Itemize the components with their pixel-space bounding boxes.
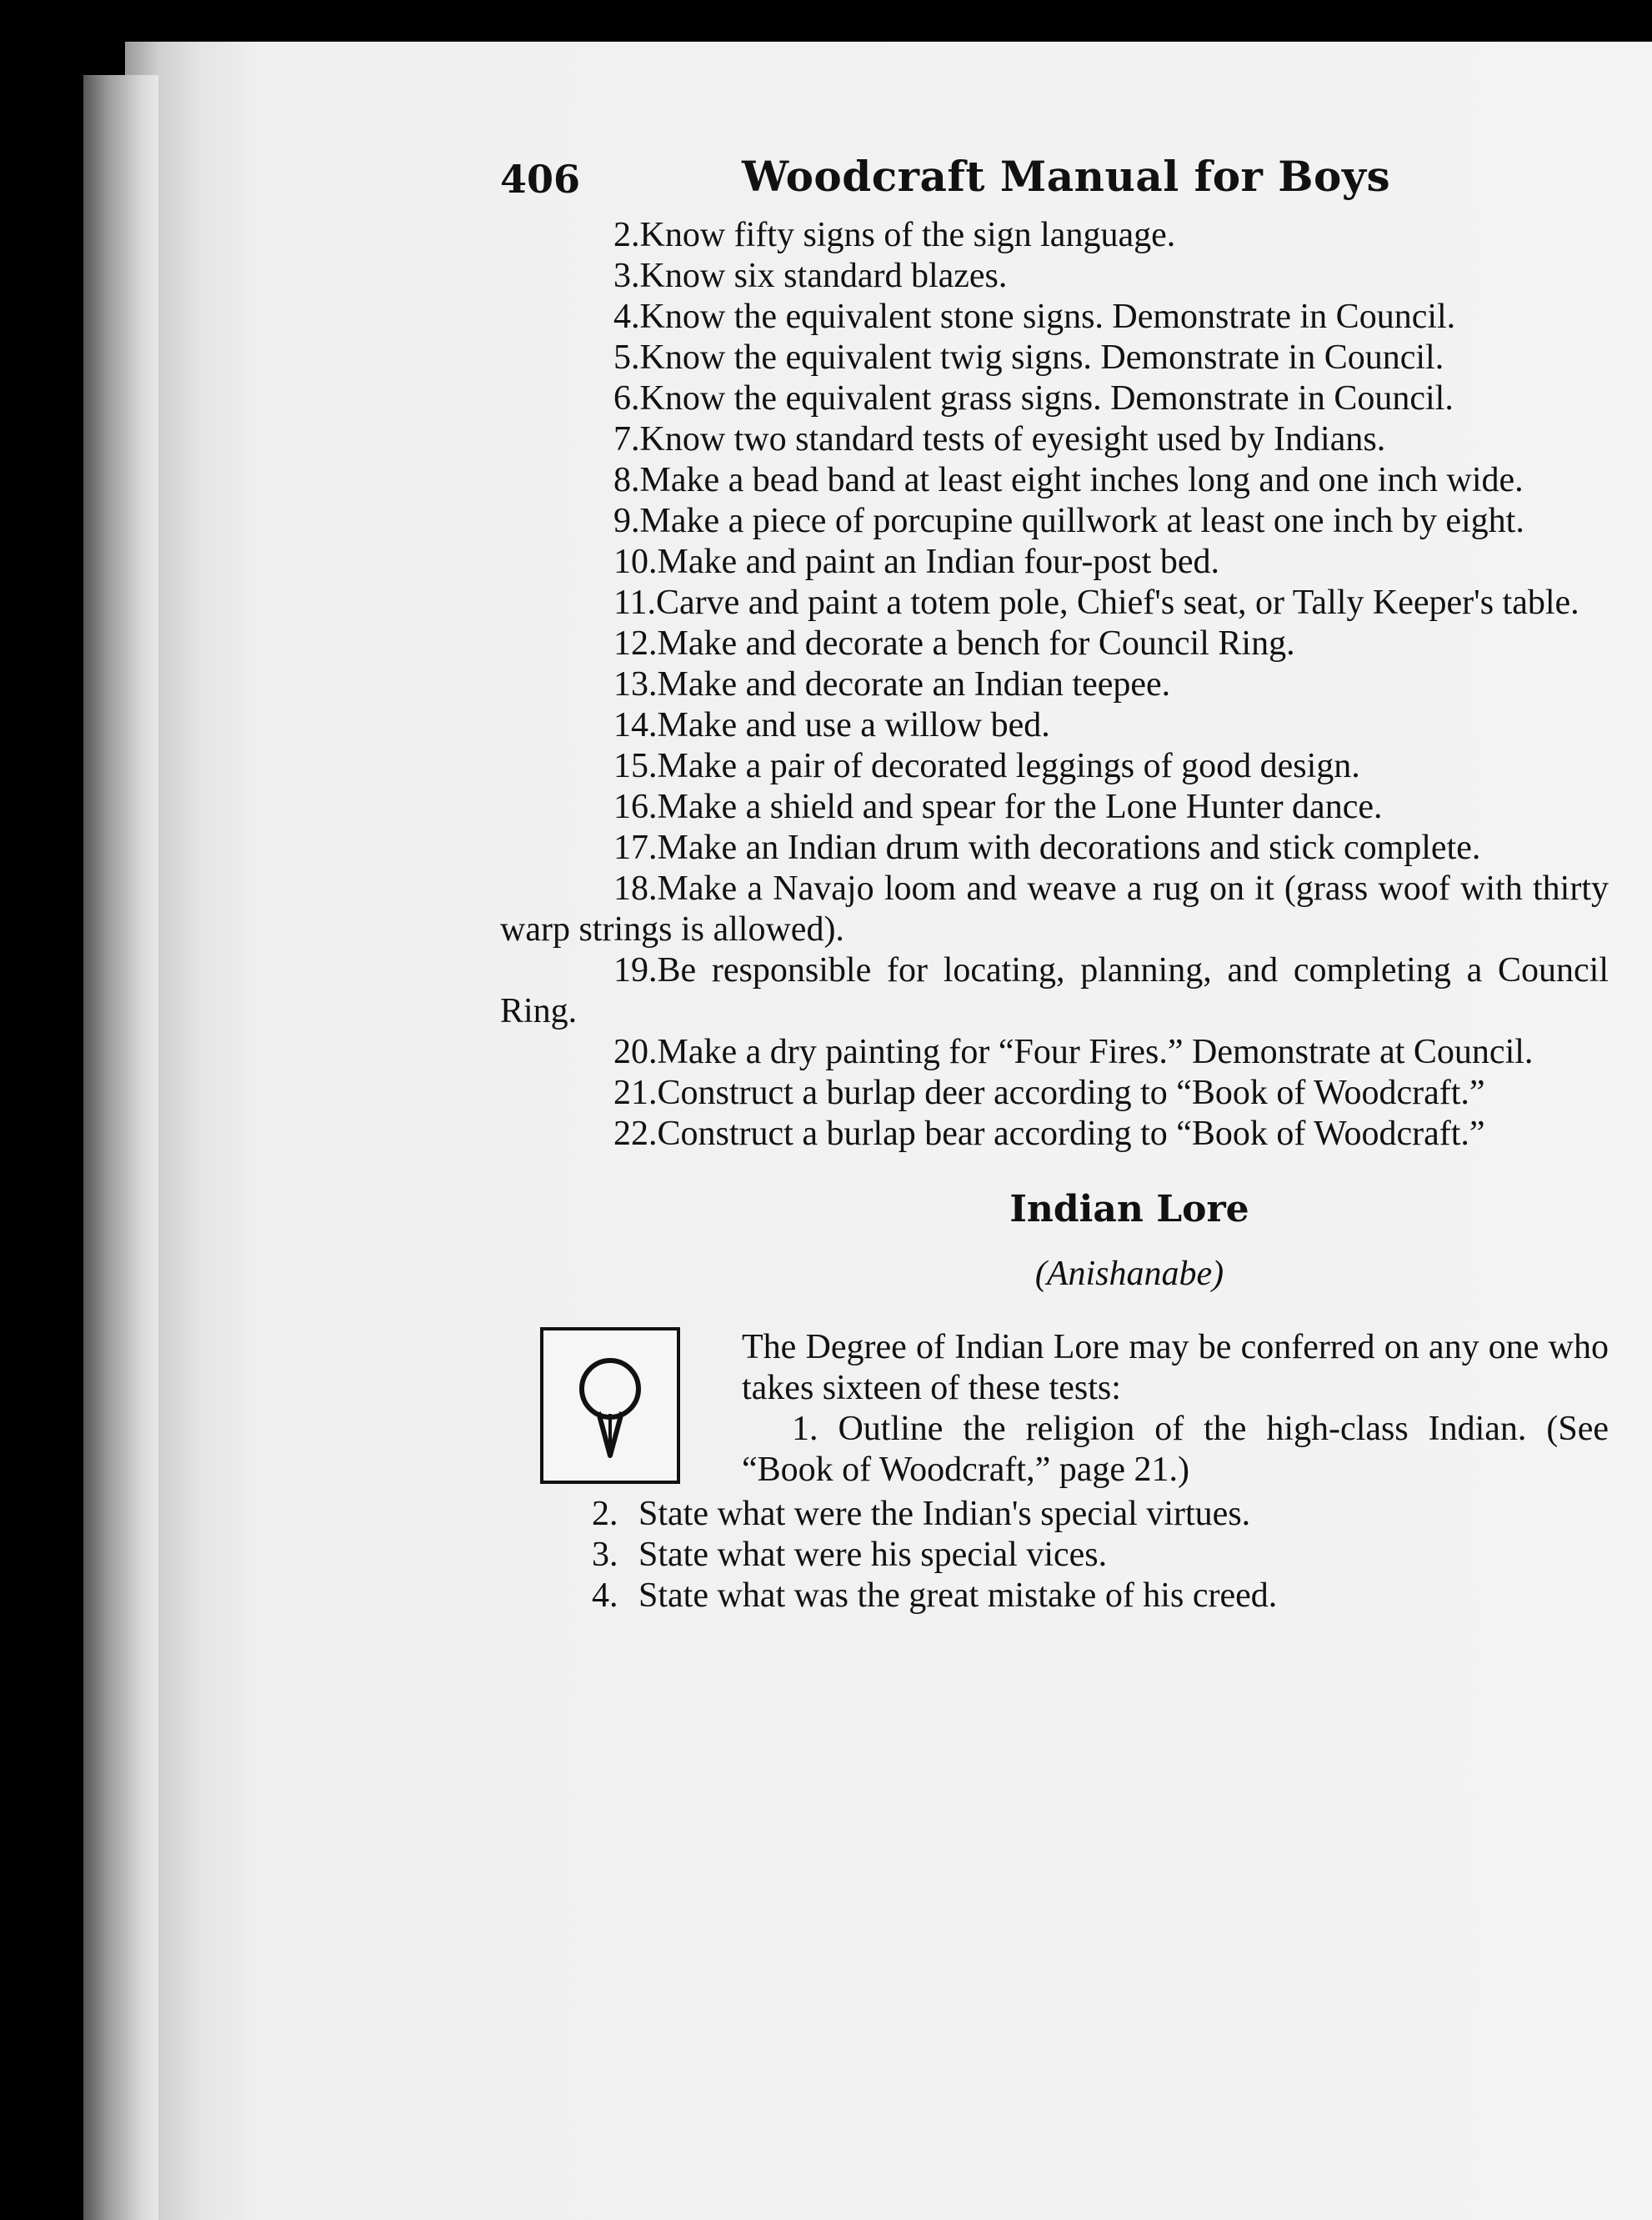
list-item: 3.Know six standard blazes. — [613, 257, 1008, 295]
book-spine — [83, 75, 158, 2220]
section-subtitle: (Anishanabe) — [1034, 1255, 1224, 1293]
list-item: 7.Know two standard tests of eyesight used by Indians. — [613, 420, 1386, 459]
section-title: Indian Lore — [1009, 1188, 1249, 1230]
list-item: 20.Make a dry painting for “Four Fires.” Demonstrate at Council. — [613, 1033, 1534, 1071]
list-item: 2. State what were the Indian's special virtues. — [592, 1495, 1251, 1533]
page-number: 406 — [500, 157, 581, 202]
list-item: 9.Make a piece of porcupine quillwork at least one inch by eight. — [613, 502, 1524, 540]
running-head — [500, 142, 1609, 208]
list-item: 14.Make and use a willow bed. — [613, 706, 1050, 744]
section-test-list — [500, 1494, 1609, 1616]
list-item: 15.Make a pair of decorated leggings of good design. — [613, 747, 1360, 785]
list-item: 1. Outline the religion of the high-class Indian. (See “Book of Woodcraft,” page 21.) — [742, 1410, 1609, 1489]
list-item: 4.Know the equivalent stone signs. Demonstrate in Council. — [613, 298, 1456, 336]
list-item: 11.Carve and paint a totem pole, Chief's seat, or Tally Keeper's table. — [613, 584, 1579, 622]
page-content — [500, 142, 1609, 1616]
list-item: 21.Construct a burlap deer according to “Book of Woodcraft.” — [613, 1074, 1485, 1112]
list-item: 18.Make a Navajo loom and weave a rug on it (grass woof with thirty warp strings is allowed). — [500, 869, 1609, 949]
list-item: 22.Construct a burlap bear according to “Book of Woodcraft.” — [613, 1115, 1485, 1153]
list-item: 17.Make an Indian drum with decorations and stick complete. — [613, 829, 1481, 867]
list-item: 5.Know the equivalent twig signs. Demonstrate in Council. — [613, 338, 1444, 377]
list-item: 16.Make a shield and spear for the Lone Hunter dance. — [613, 788, 1383, 826]
test-list — [500, 215, 1609, 1155]
lightbulb-arrow-emblem-icon — [540, 1327, 680, 1484]
list-item: 8.Make a bead band at least eight inches long and one inch wide. — [613, 461, 1524, 499]
list-item: 10.Make and paint an Indian four-post bed. — [613, 543, 1219, 581]
list-item: 13.Make and decorate an Indian teepee. — [613, 665, 1171, 704]
list-item: 2.Know fifty signs of the sign language. — [613, 216, 1176, 254]
running-title: Woodcraft Manual for Boys — [742, 152, 1391, 201]
intro-text: The Degree of Indian Lore may be conferred on any one who takes sixteen of these tests: — [742, 1328, 1609, 1407]
list-item: 12.Make and decorate a bench for Council Ring. — [613, 624, 1295, 663]
list-item: 4. State what was the great mistake of his creed. — [592, 1576, 1278, 1615]
list-item: 3. State what were his special vices. — [592, 1536, 1108, 1574]
section-intro — [500, 1327, 1609, 1494]
list-item: 19.Be responsible for locating, planning, and completing a Council Ring. — [500, 951, 1609, 1030]
list-item: 6.Know the equivalent grass signs. Demonstrate in Council. — [613, 379, 1454, 418]
intro-paragraph — [742, 1327, 1609, 1491]
